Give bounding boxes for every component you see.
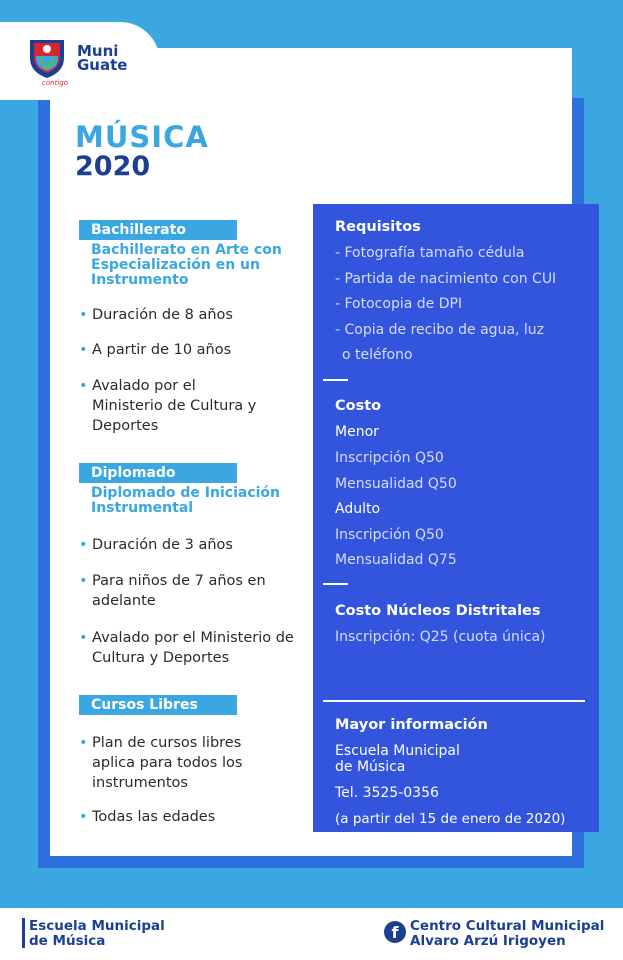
costo-menor-label: Menor [335, 424, 379, 440]
section-tag-cursos-libres: Cursos Libres [79, 695, 237, 715]
info-phone: Tel. 3525-0356 [335, 785, 439, 801]
brand-line2: Guate [77, 56, 128, 74]
requisito-item: - Fotografía tamaño cédula [335, 245, 525, 261]
muniguate-shield-logo [26, 36, 68, 80]
list-item: • Avalado por el Ministerio de Cultura y Deportes [79, 376, 269, 436]
list-item: • Plan de cursos libres aplica para todos los instrumentos [79, 733, 274, 793]
costo-adulto-mensualidad: Mensualidad Q75 [335, 552, 457, 568]
list-item: • Duración de 8 años [79, 305, 299, 325]
page-title: MÚSICA [75, 120, 209, 154]
costo-menor-inscripcion: Inscripción Q50 [335, 450, 444, 466]
footer-school-line2: de Música [29, 933, 106, 949]
info-note: (a partir del 15 de enero de 2020) [335, 811, 566, 827]
brand-name [77, 44, 127, 72]
info-school-line1: Escuela Municipal [335, 743, 460, 759]
facebook-icon[interactable]: f [384, 921, 406, 943]
requisito-item: - Fotocopia de DPI [335, 296, 463, 312]
costo-adulto-label: Adulto [335, 501, 381, 517]
bachillerato-subtitle: Bachillerato en Arte con Especialización en un Instrumento [91, 242, 282, 288]
divider [323, 583, 348, 585]
footer-accent-bar [22, 918, 25, 948]
footer-center-line2: Alvaro Arzú Irigoyen [410, 933, 566, 949]
section-tag-bachillerato: Bachillerato [79, 220, 237, 240]
list-item: • Todas las edades [79, 807, 299, 827]
brand-tagline: contigo [42, 79, 68, 87]
list-item: • A partir de 10 años [79, 340, 299, 360]
diplomado-subtitle: Diplomado de Iniciación Instrumental [91, 485, 280, 516]
costo-heading: Costo [335, 398, 382, 414]
nucleos-heading: Costo Núcleos Distritales [335, 603, 541, 619]
requisitos-heading: Requisitos [335, 219, 421, 235]
footer-school-line1: Escuela Municipal [29, 918, 165, 934]
brand-line1: Muni [77, 42, 119, 60]
info-heading: Mayor información [335, 717, 488, 733]
requisito-item: - Partida de nacimiento con CUI [335, 271, 557, 287]
costo-menor-mensualidad: Mensualidad Q50 [335, 476, 457, 492]
costo-adulto-inscripcion: Inscripción Q50 [335, 527, 444, 543]
list-item: • Avalado por el Ministerio de Cultura y Deportes [79, 628, 304, 668]
footer-center-line1: Centro Cultural Municipal [410, 918, 605, 934]
requisito-item: o teléfono [342, 347, 413, 363]
requisito-item: - Copia de recibo de agua, luz [335, 322, 545, 338]
list-item: • Duración de 3 años [79, 535, 299, 555]
footer-cultural-center [410, 919, 604, 949]
footer-school [29, 919, 165, 949]
divider [323, 700, 585, 702]
divider [323, 379, 348, 381]
section-tag-diplomado: Diplomado [79, 463, 237, 483]
list-item: • Para niños de 7 años en adelante [79, 571, 269, 611]
page-year: 2020 [75, 151, 151, 182]
info-school-line2: de Música [335, 759, 406, 775]
nucleos-text: Inscripción: Q25 (cuota única) [335, 629, 546, 645]
